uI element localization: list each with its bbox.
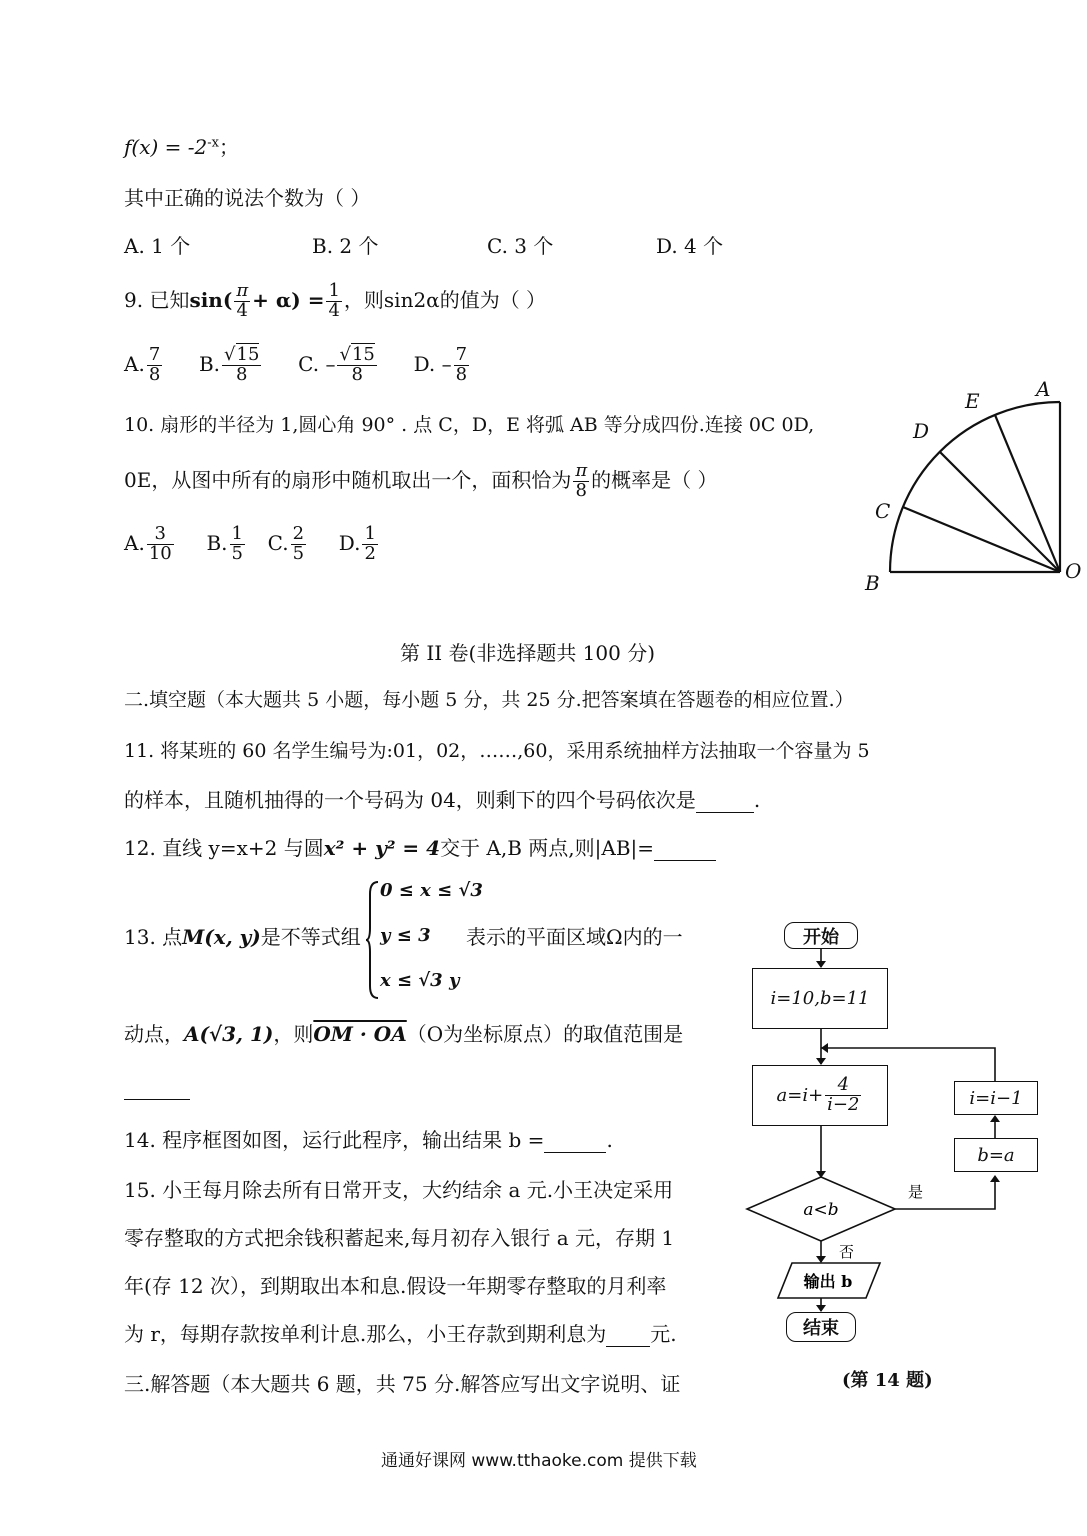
q10-opt-d-label: D. [338,530,361,555]
flowchart-yes: 是 [908,1183,924,1201]
q13-line2-mid: ，则 [273,1022,314,1046]
flowchart-output: 输出 b [803,1272,853,1291]
q10-option-a [124,523,176,564]
q10-a-frac [147,525,174,564]
q10-a-num: 3 [147,525,174,545]
q12-answer-blank[interactable] [654,836,716,861]
q12-line [124,836,716,861]
flowchart-end: 结束 [786,1312,856,1342]
q8-option-b: B. 2 个 [312,234,379,258]
flowchart-caption: (第 14 题) [842,1370,933,1391]
q15-line4-end: 元. [650,1322,677,1346]
flowchart-assign [752,1065,888,1126]
q9-sin: sin( [189,287,233,312]
q13-ineq-1: 0 ≤ x ≤ √3 [380,880,483,901]
q11-line2 [124,788,760,813]
q14-answer-blank[interactable] [544,1128,606,1153]
q15-line3: 年(存 12 次），到期取出本和息.假设一年期零存整取的月利率 [124,1274,667,1298]
q13-ineq-2: y ≤ 3 [380,925,431,946]
q13-mid: 是不等式组 [260,925,361,949]
q9-plus-alpha: + α) = [252,287,325,312]
q13-line1-pre [124,925,361,949]
flowchart-no: 否 [839,1243,855,1261]
sector-diagram [855,370,1085,600]
q9-four: 4 [236,299,248,321]
q9-c-num: 15 [351,344,375,365]
q10-b-frac [230,525,245,564]
q10-opt-b-label: B. [206,530,228,555]
fx-base: f(x) = -2 [124,135,208,159]
q10-opt-a-label: A. [124,530,145,555]
q8-stem: 其中正确的说法个数为（ ） [124,186,371,210]
q8-option-d: D. 4 个 [656,234,724,258]
q15-line4 [124,1322,677,1347]
q11-end: . [753,788,761,812]
q10-a-den: 10 [148,542,172,564]
q8-option-a: A. 1 个 [124,234,191,258]
q10-opt-c-label: C. [267,530,289,555]
q13-answer-blank[interactable] [124,1098,190,1100]
q9-question [124,282,546,321]
q9-opt-d-label: D. – [413,351,452,376]
q12-pre: 12. 直线 y=x+2 与圆 [124,836,324,860]
q9-option-a [124,344,164,385]
q12-post: 交于 A,B 两点,则|AB|= [440,836,655,860]
fx-end: ； [218,135,239,159]
section2-title: 第 II 卷(非选择题共 100 分) [400,641,656,665]
q9-a-frac [147,346,162,385]
q10-c-num: 2 [292,523,305,544]
q9-option-b [198,344,263,385]
flowchart-assign-frac [825,1076,861,1115]
flowchart-start: 开始 [784,922,858,949]
q10-c-frac [291,525,306,564]
q15-line4-text: 为 r，每期存款按单利计息.那么，小王存款到期利息为 [124,1322,607,1346]
q8-option-c: C. 3 个 [487,234,554,258]
q10-c-den: 5 [292,542,305,564]
q11-answer-blank[interactable] [696,788,754,813]
q13-vector-product: OM · OA [313,1022,407,1046]
q11-line2-text: 的样本，且随机抽得的一个号码为 04，则剩下的四个号码依次是 [124,788,696,812]
q15-line1: 15. 小王每月除去所有日常开支，大约结余 a 元.小王决定采用 [124,1178,674,1202]
q10-line2 [124,462,718,501]
q10-option-c [267,523,308,564]
q9-b-den: 8 [236,363,248,385]
section2-intro: 二.填空题（本大题共 5 小题，每小题 5 分，共 25 分.把答案填在答题卷的相应位置.） [124,689,854,711]
q9-prefix: 9. 已知 [124,287,190,312]
q9-option-d [413,344,472,385]
q9-suffix: ，则sin2α的值为（ ） [343,287,547,312]
radius-od [940,452,1060,572]
q10-d-num: 1 [364,523,376,544]
page-footer: 通通好课网 www.tthaoke.com 提供下载 [381,1451,697,1471]
section3-intro: 三.解答题（本大题共 6 题，共 75 分.解答应写出文字说明、证 [124,1372,681,1396]
q9-opt-a-label: A. [124,351,145,376]
q10-options [124,525,380,564]
q9-c-den: 8 [351,363,363,385]
q9-opt-c-label: C. – [298,351,336,376]
label-b: B [865,571,880,595]
fx-exponent: -x [207,135,219,151]
q10-d-frac [362,525,377,564]
q11-line1: 11. 将某班的 60 名学生编号为:01，02，……,60，采用系统抽样方法抽取一个容量为 5 [124,740,870,762]
q10-line2-post: 的概率是（ ） [591,467,718,492]
q14-text: 14. 程序框图如图，运行此程序，输出结果 b = [124,1128,545,1152]
label-c: C [875,499,891,523]
q9-pi: π [236,280,249,301]
q10-option-b [206,523,247,564]
q9-c-frac: $\frac{√15}{8}$ [339,344,375,385]
label-a: A [1036,377,1051,401]
inequality-brace [366,880,380,1000]
label-e: E [965,389,980,413]
q13-line2-pre: 动点， [124,1022,184,1046]
flowchart-decrement: i=i−1 [954,1081,1038,1115]
q9-a-den: 8 [148,363,161,385]
q13-ineq-3: x ≤ √3 y [380,970,460,991]
q9-four-b: 4 [328,299,340,321]
q14-end: . [606,1128,613,1152]
q9-d-den: 8 [455,363,468,385]
flowchart-init: i=10,b=11 [752,968,888,1029]
q13-point-a: A(√3, 1) [184,1022,274,1046]
q9-a-num: 7 [148,344,161,365]
q15-line2: 零存整取的方式把余钱积蓄起来,每月初存入银行 a 元，存期 1 [124,1226,675,1250]
q9-b-frac: $\frac{√15}{8}$ [224,344,260,385]
flowchart-assign-num: 4 [825,1076,861,1096]
q10-eight: 8 [575,479,587,501]
q10-line1: 10. 扇形的半径为 1,圆心角 90° . 点 C，D，E 将弧 AB 等分成四份.连接 0C 0D, [124,414,815,436]
q10-line2-pre: 0E，从图中所有的扇形中随机取出一个，面积恰为 [124,467,572,492]
label-d: D [913,419,930,443]
q9-option-c [298,344,379,385]
flowchart-condition: a<b [803,1200,839,1220]
q9-pi-over-4 [234,282,250,321]
q10-d-den: 2 [364,542,376,564]
q10-option-d [338,523,380,564]
flowchart-assign-den: i−2 [827,1094,860,1115]
flowchart-swap: b=a [954,1138,1038,1172]
q10-pi: π [575,460,588,481]
q13-point-m: M(x, y) [182,925,261,949]
q14-line [124,1128,613,1153]
q9-options [124,346,471,385]
q10-b-den: 5 [231,542,243,564]
q10-b-num: 1 [231,523,243,544]
q9-d-num: 7 [455,344,468,365]
label-o: O [1065,559,1082,583]
flowchart-assign-pre: a=i+ [776,1085,824,1106]
q15-answer-blank[interactable] [606,1322,650,1347]
q13-line1-post: 表示的平面区域Ω内的一 [466,925,683,949]
q9-d-frac [454,346,469,385]
q13-line2-post: （O为坐标原点）的取值范围是 [406,1022,684,1046]
q9-opt-b-label: B. [198,351,221,376]
q9-b-num: 15 [236,344,260,365]
q9-one-quarter [326,282,341,321]
function-expression [124,135,239,159]
q9-one: 1 [328,280,340,301]
q13-line2 [124,1022,683,1046]
q12-circle-eq: x² + y² = 4 [323,836,441,860]
q10-pi-over-8 [573,462,589,501]
q13-pre: 13. 点 [124,925,183,949]
